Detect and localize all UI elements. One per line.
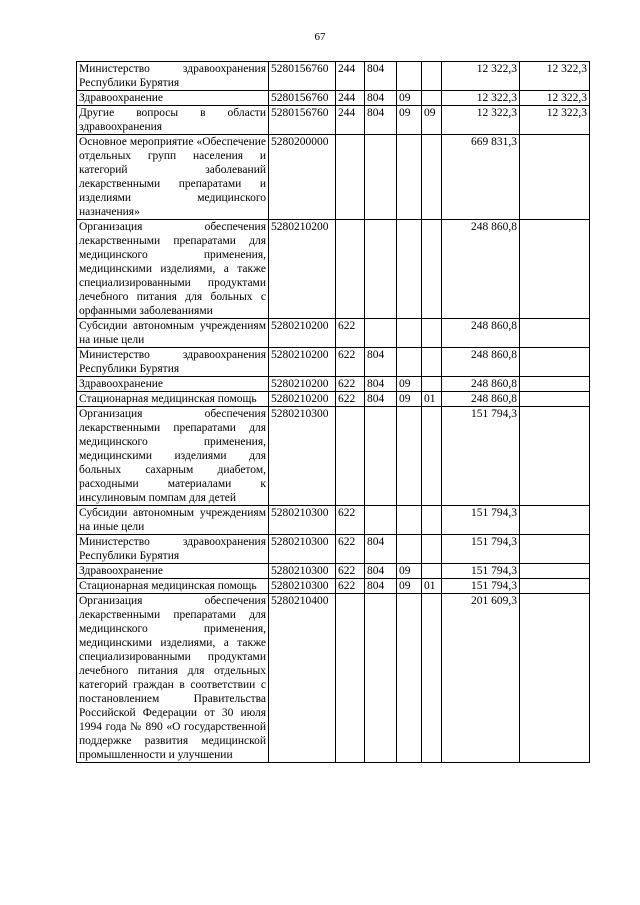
table-row: [77, 135, 590, 220]
table-row: [77, 348, 590, 377]
table-row: [77, 564, 590, 579]
row-amount-2: [520, 535, 590, 564]
row-section-code: 09: [397, 91, 422, 106]
budget-table: [76, 61, 590, 763]
row-section-code: [397, 407, 422, 506]
row-ministry-code: [365, 220, 397, 319]
row-target-article-code: 5280210200: [269, 392, 336, 407]
row-subsection-code: 01: [422, 579, 442, 594]
row-amount-1: 12 322,3: [442, 91, 520, 106]
row-expense-type-code: [336, 407, 365, 506]
row-subsection-code: [422, 135, 442, 220]
row-ministry-code: [365, 135, 397, 220]
row-section-code: [397, 535, 422, 564]
row-expense-type-code: 622: [336, 506, 365, 535]
row-target-article-code: 5280210200: [269, 377, 336, 392]
row-name-cell: Организация обеспечения лекарственными препаратами для медицинского применения, медицинскими изделиями, а также специализированными продуктами лечебного питания для отдельных категорий граждан в соответствии с постановлением Правительства Российской Федерации от 30 июля 1994 года № 890 «О государственной поддержке развития медицинской промышленности и улучшении: [77, 594, 269, 763]
row-target-article-code: 5280210300: [269, 579, 336, 594]
row-section-code: [397, 594, 422, 763]
row-target-article-code: 5280210300: [269, 506, 336, 535]
row-amount-1: 151 794,3: [442, 506, 520, 535]
row-section-code: 09: [397, 106, 422, 135]
row-ministry-code: 804: [365, 579, 397, 594]
row-subsection-code: [422, 506, 442, 535]
row-expense-type-code: 622: [336, 392, 365, 407]
row-ministry-code: 804: [365, 62, 397, 91]
row-amount-2: [520, 392, 590, 407]
row-target-article-code: 5280210300: [269, 535, 336, 564]
row-expense-type-code: 622: [336, 564, 365, 579]
row-name-cell: Министерство здравоохранения Республики Бурятия: [77, 535, 269, 564]
row-expense-type-code: 622: [336, 319, 365, 348]
row-ministry-code: 804: [365, 106, 397, 135]
row-name-cell: Организация обеспечения лекарственными препаратами для медицинского применения, медицинскими изделиями для больных сахарным диабетом, расходными материалами к инсулиновым помпам для детей: [77, 407, 269, 506]
row-amount-2: [520, 579, 590, 594]
row-ministry-code: 804: [365, 564, 397, 579]
row-name-cell: Организация обеспечения лекарственными препаратами для медицинского применения, медицинскими изделиями, а также специализированными продуктами лечебного питания для больных с орфанными заболеваниями: [77, 220, 269, 319]
row-target-article-code: 5280210300: [269, 564, 336, 579]
row-target-article-code: 5280210200: [269, 319, 336, 348]
row-subsection-code: 09: [422, 106, 442, 135]
row-amount-1: 151 794,3: [442, 579, 520, 594]
row-expense-type-code: 622: [336, 377, 365, 392]
row-ministry-code: 804: [365, 392, 397, 407]
row-subsection-code: [422, 220, 442, 319]
row-target-article-code: 5280156760: [269, 62, 336, 91]
row-amount-2: [520, 377, 590, 392]
row-target-article-code: 5280210300: [269, 407, 336, 506]
row-ministry-code: [365, 319, 397, 348]
row-amount-1: 248 860,8: [442, 348, 520, 377]
row-expense-type-code: [336, 594, 365, 763]
row-expense-type-code: 244: [336, 106, 365, 135]
row-expense-type-code: 244: [336, 91, 365, 106]
row-subsection-code: [422, 62, 442, 91]
row-amount-1: 201 609,3: [442, 594, 520, 763]
row-section-code: 09: [397, 579, 422, 594]
row-amount-2: [520, 348, 590, 377]
row-amount-2: 12 322,3: [520, 62, 590, 91]
table-row: [77, 407, 590, 506]
row-amount-1: 12 322,3: [442, 62, 520, 91]
row-subsection-code: [422, 564, 442, 579]
row-target-article-code: 5280156760: [269, 91, 336, 106]
row-subsection-code: [422, 377, 442, 392]
row-amount-2: [520, 319, 590, 348]
row-subsection-code: [422, 319, 442, 348]
row-ministry-code: [365, 407, 397, 506]
row-amount-1: 248 860,8: [442, 377, 520, 392]
row-name-cell: Другие вопросы в области здравоохранения: [77, 106, 269, 135]
table-row: [77, 506, 590, 535]
table-row: [77, 220, 590, 319]
row-target-article-code: 5280210200: [269, 220, 336, 319]
row-amount-2: [520, 564, 590, 579]
row-section-code: 09: [397, 377, 422, 392]
row-name-cell: Стационарная медицинская помощь: [77, 579, 269, 594]
row-amount-2: [520, 220, 590, 319]
row-name-cell: Здравоохранение: [77, 377, 269, 392]
row-ministry-code: [365, 594, 397, 763]
row-expense-type-code: 622: [336, 535, 365, 564]
row-ministry-code: 804: [365, 348, 397, 377]
row-target-article-code: 5280200000: [269, 135, 336, 220]
row-subsection-code: 01: [422, 392, 442, 407]
row-subsection-code: [422, 535, 442, 564]
row-amount-2: [520, 135, 590, 220]
table-body: [77, 62, 590, 763]
table-row: [77, 106, 590, 135]
row-name-cell: Основное мероприятие «Обеспечение отдельных групп населения и категорий заболеваний лекарственными препаратами и изделиями медицинского назначения»: [77, 135, 269, 220]
table-row: [77, 91, 590, 106]
row-ministry-code: [365, 506, 397, 535]
row-amount-1: 248 860,8: [442, 319, 520, 348]
row-section-code: 09: [397, 392, 422, 407]
row-amount-2: 12 322,3: [520, 91, 590, 106]
row-amount-1: 151 794,3: [442, 564, 520, 579]
row-expense-type-code: [336, 220, 365, 319]
row-subsection-code: [422, 348, 442, 377]
row-target-article-code: 5280156760: [269, 106, 336, 135]
table-row: [77, 594, 590, 763]
row-subsection-code: [422, 91, 442, 106]
table-row: [77, 62, 590, 91]
row-name-cell: Здравоохранение: [77, 564, 269, 579]
row-name-cell: Субсидии автономным учреждениям на иные цели: [77, 319, 269, 348]
row-amount-1: 248 860,8: [442, 392, 520, 407]
row-amount-2: 12 322,3: [520, 106, 590, 135]
row-subsection-code: [422, 594, 442, 763]
row-section-code: [397, 62, 422, 91]
row-amount-2: [520, 407, 590, 506]
row-amount-1: 151 794,3: [442, 535, 520, 564]
row-name-cell: Стационарная медицинская помощь: [77, 392, 269, 407]
table-row: [77, 392, 590, 407]
row-target-article-code: 5280210200: [269, 348, 336, 377]
row-subsection-code: [422, 407, 442, 506]
table-row: [77, 535, 590, 564]
table-row: [77, 579, 590, 594]
row-amount-1: 669 831,3: [442, 135, 520, 220]
row-expense-type-code: 244: [336, 62, 365, 91]
row-expense-type-code: [336, 135, 365, 220]
row-section-code: [397, 506, 422, 535]
row-expense-type-code: 622: [336, 348, 365, 377]
row-section-code: [397, 220, 422, 319]
row-amount-2: [520, 594, 590, 763]
row-ministry-code: 804: [365, 377, 397, 392]
row-target-article-code: 5280210400: [269, 594, 336, 763]
row-section-code: [397, 348, 422, 377]
row-name-cell: Субсидии автономным учреждениям на иные цели: [77, 506, 269, 535]
row-name-cell: Министерство здравоохранения Республики Бурятия: [77, 348, 269, 377]
row-name-cell: Министерство здравоохранения Республики Бурятия: [77, 62, 269, 91]
row-section-code: [397, 135, 422, 220]
table-row: [77, 319, 590, 348]
row-section-code: 09: [397, 564, 422, 579]
row-section-code: [397, 319, 422, 348]
row-amount-2: [520, 506, 590, 535]
row-name-cell: Здравоохранение: [77, 91, 269, 106]
row-expense-type-code: 622: [336, 579, 365, 594]
table-row: [77, 377, 590, 392]
row-ministry-code: 804: [365, 91, 397, 106]
row-amount-1: 151 794,3: [442, 407, 520, 506]
row-amount-1: 248 860,8: [442, 220, 520, 319]
row-amount-1: 12 322,3: [442, 106, 520, 135]
page-number: 67: [314, 31, 326, 43]
row-ministry-code: 804: [365, 535, 397, 564]
